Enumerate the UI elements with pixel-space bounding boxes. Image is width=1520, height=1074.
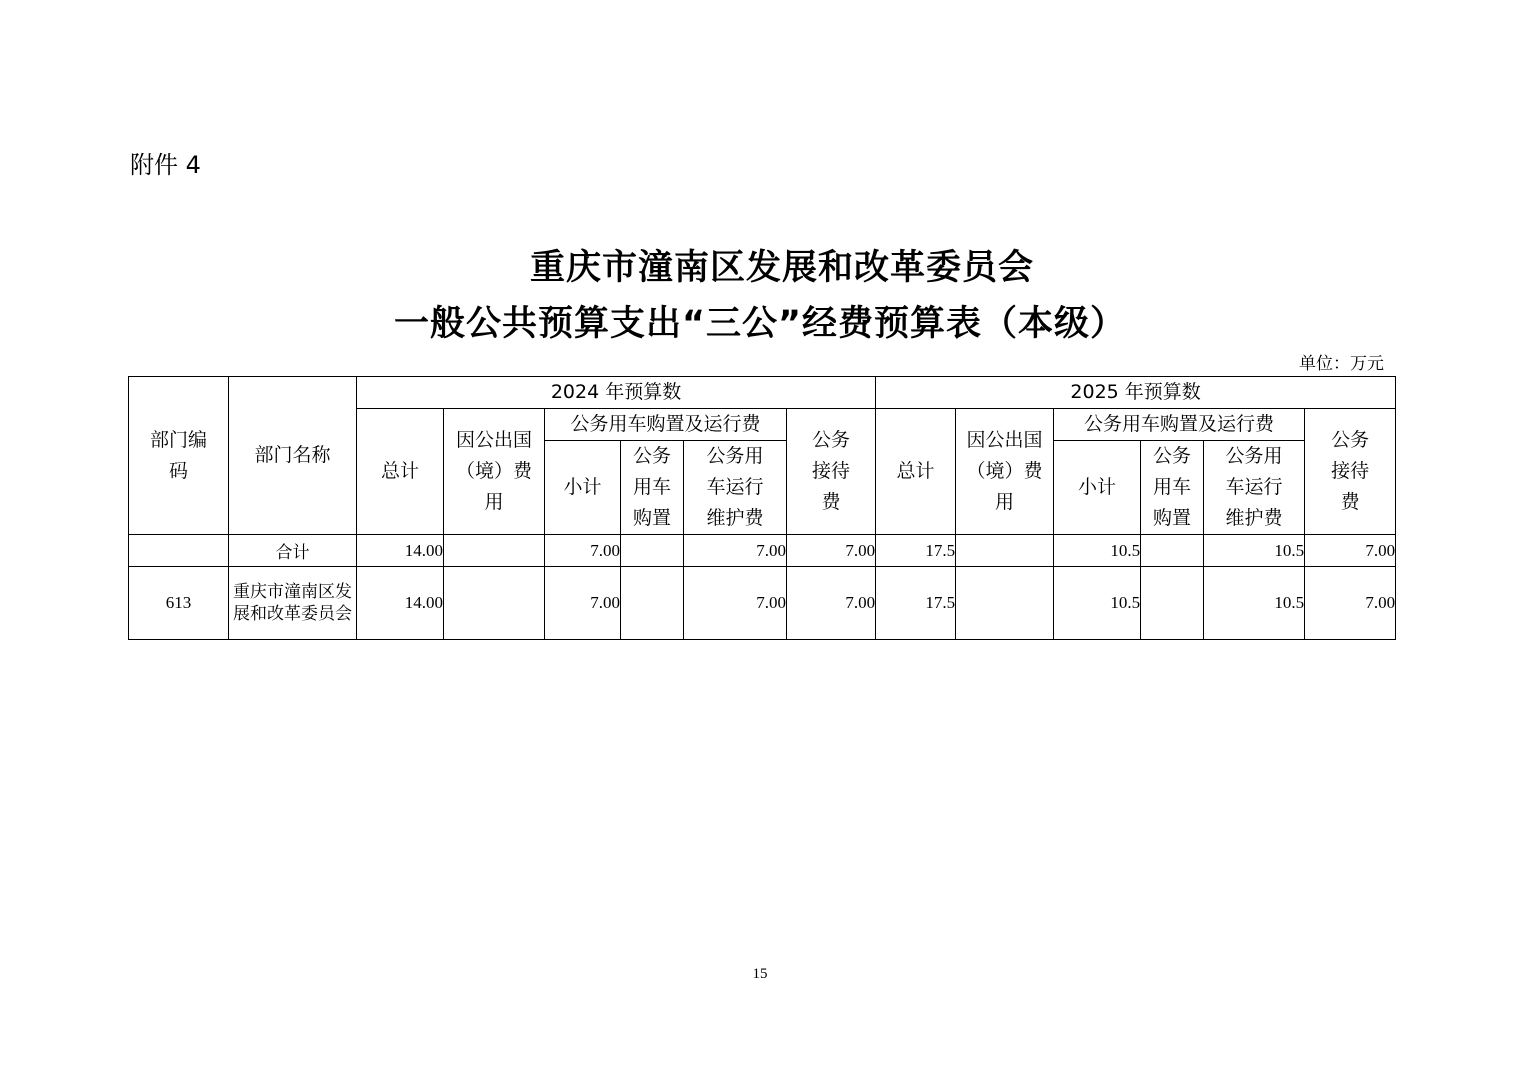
header-2025-car-group: 公务用车购置及运行费 <box>1054 409 1305 441</box>
cell-2024-abroad <box>444 535 545 567</box>
document-title-line2: 一般公共预算支出“三公”经费预算表（本级） <box>393 304 1126 344</box>
cell-2024-reception: 7.00 <box>787 567 876 640</box>
cell-2025-car-purchase <box>1141 535 1204 567</box>
cell-2025-reception: 7.00 <box>1305 535 1396 567</box>
header-year-2025: 2025 年预算数 <box>876 377 1396 409</box>
cell-2024-subtotal: 7.00 <box>545 567 621 640</box>
header-2024-abroad: 因公出国（境）费用 <box>444 409 545 535</box>
cell-2024-subtotal: 7.00 <box>545 535 621 567</box>
cell-2025-car-maintenance: 10.5 <box>1204 535 1305 567</box>
cell-2024-car-purchase <box>621 567 684 640</box>
cell-dept-name: 重庆市潼南区发展和改革委员会 <box>229 567 357 640</box>
cell-2025-abroad <box>956 535 1054 567</box>
header-2025-car-purchase: 公务用车购置 <box>1141 441 1204 535</box>
header-2024-reception: 公务接待费 <box>787 409 876 535</box>
header-2024-car-maintenance: 公务用车运行维护费 <box>684 441 787 535</box>
attachment-label: 附件 4 <box>130 151 201 179</box>
table-row-department <box>129 567 1396 640</box>
budget-table <box>128 376 1396 640</box>
unit-label: 单位：万元 <box>1299 354 1384 374</box>
cell-2024-car-maintenance: 7.00 <box>684 567 787 640</box>
cell-dept-code: 613 <box>129 567 229 640</box>
cell-2024-total: 14.00 <box>357 567 444 640</box>
cell-dept-name: 合计 <box>229 535 357 567</box>
cell-2025-car-purchase <box>1141 567 1204 640</box>
table-row-total <box>129 535 1396 567</box>
cell-2025-reception: 7.00 <box>1305 567 1396 640</box>
document-title-line1: 重庆市潼南区发展和改革委员会 <box>529 248 1034 288</box>
header-2025-reception: 公务接待费 <box>1305 409 1396 535</box>
header-2025-car-maintenance: 公务用车运行维护费 <box>1204 441 1305 535</box>
header-2024-car-purchase: 公务用车购置 <box>621 441 684 535</box>
header-2024-car-group: 公务用车购置及运行费 <box>545 409 787 441</box>
cell-2025-total: 17.5 <box>876 535 956 567</box>
header-row-years <box>129 377 1396 409</box>
cell-2024-reception: 7.00 <box>787 535 876 567</box>
header-2025-abroad: 因公出国（境）费用 <box>956 409 1054 535</box>
cell-2025-subtotal: 10.5 <box>1054 535 1141 567</box>
cell-2025-total: 17.5 <box>876 567 956 640</box>
cell-2024-abroad <box>444 567 545 640</box>
cell-2025-subtotal: 10.5 <box>1054 567 1141 640</box>
cell-2025-car-maintenance: 10.5 <box>1204 567 1305 640</box>
header-dept-code: 部门编码 <box>129 377 229 535</box>
cell-2025-abroad <box>956 567 1054 640</box>
header-2024-total: 总计 <box>357 409 444 535</box>
header-2025-subtotal: 小计 <box>1054 441 1141 535</box>
cell-2024-total: 14.00 <box>357 535 444 567</box>
header-2024-subtotal: 小计 <box>545 441 621 535</box>
cell-2024-car-maintenance: 7.00 <box>684 535 787 567</box>
cell-dept-code <box>129 535 229 567</box>
header-2025-total: 总计 <box>876 409 956 535</box>
cell-2024-car-purchase <box>621 535 684 567</box>
header-year-2024: 2024 年预算数 <box>357 377 876 409</box>
header-dept-name: 部门名称 <box>229 377 357 535</box>
page-number: 15 <box>752 966 768 982</box>
